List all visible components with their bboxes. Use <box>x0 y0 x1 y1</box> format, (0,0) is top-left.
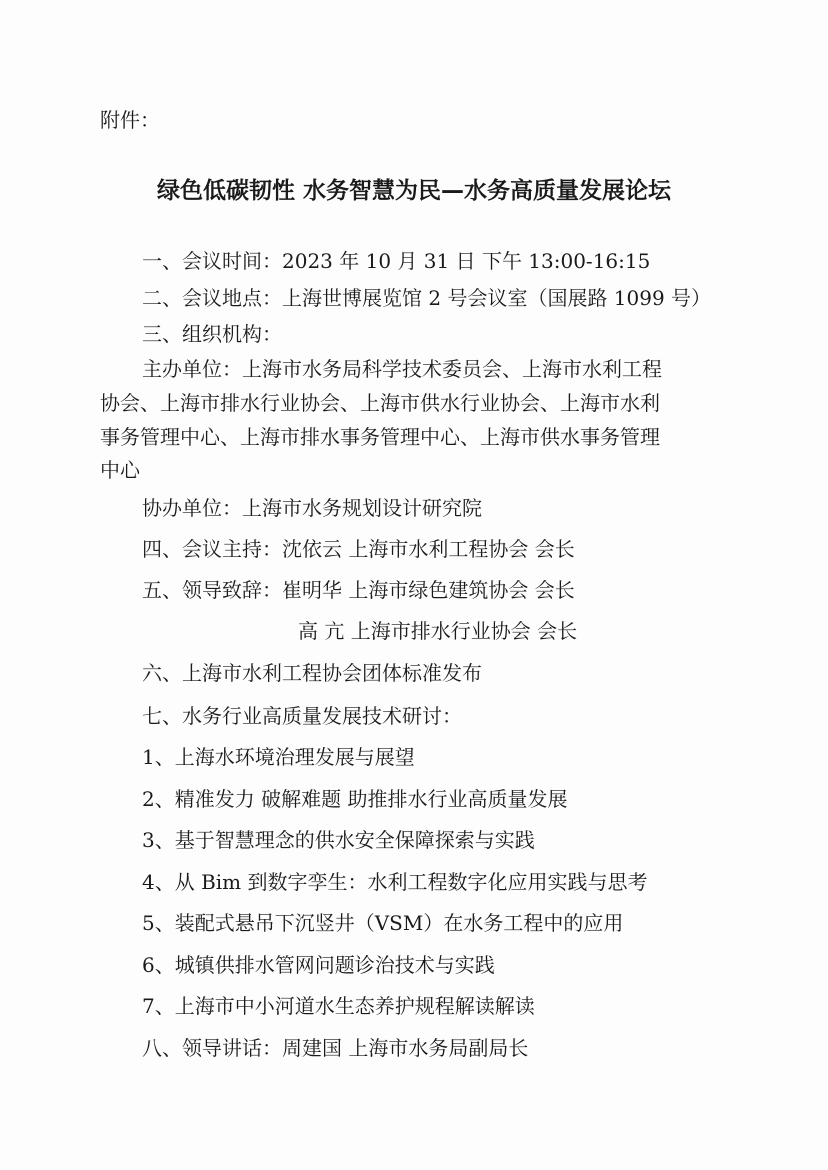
co-organizer: 协办单位：上海市水务规划设计研究院 <box>142 496 482 520</box>
leader-speech: 八、领导讲话：周建国 上海市水务局副局长 <box>142 1036 529 1060</box>
attachment-label: 附件： <box>100 108 160 132</box>
organizers-line: 协会、上海市排水行业协会、上海市供水行业协会、上海市水利 <box>100 391 660 415</box>
organizers-line: 事务管理中心、上海市排水事务管理中心、上海市供水事务管理 <box>100 425 660 449</box>
meeting-time: 一、会议时间：2023 年 10 月 31 日 下午 13:00-16:15 <box>142 249 651 273</box>
organization-heading: 三、组织机构： <box>142 322 282 346</box>
topic-item: 3、基于智慧理念的供水安全保障探索与实践 <box>142 828 535 852</box>
document-title: 绿色低碳韧性 水务智慧为民—水务高质量发展论坛 <box>156 178 671 204</box>
leader-address-1: 五、领导致辞：崔明华 上海市绿色建筑协会 会长 <box>142 578 575 602</box>
organizers-line: 主办单位：上海市水务局科学技术委员会、上海市水利工程 <box>142 357 662 381</box>
topic-item: 5、装配式悬吊下沉竖井（VSM）在水务工程中的应用 <box>142 911 624 935</box>
seminar-heading: 七、水务行业高质量发展技术研讨： <box>142 704 462 728</box>
topic-item: 1、上海水环境治理发展与展望 <box>142 745 415 769</box>
organizers-line: 中心 <box>100 458 140 482</box>
leader-address-2: 高 亢 上海市排水行业协会 会长 <box>298 619 578 643</box>
topic-item: 2、精准发力 破解难题 助推排水行业高质量发展 <box>142 787 568 811</box>
topic-item: 6、城镇供排水管网问题诊治技术与实践 <box>142 953 495 977</box>
meeting-place: 二、会议地点：上海世博展览馆 2 号会议室（国展路 1099 号） <box>142 286 712 310</box>
topic-item: 7、上海市中小河道水生态养护规程解读解读 <box>142 994 535 1018</box>
standard-release: 六、上海市水利工程协会团体标准发布 <box>142 661 482 685</box>
topic-item: 4、从 Bim 到数字孪生：水利工程数字化应用实践与思考 <box>142 870 648 894</box>
meeting-host: 四、会议主持：沈依云 上海市水利工程协会 会长 <box>142 537 575 561</box>
